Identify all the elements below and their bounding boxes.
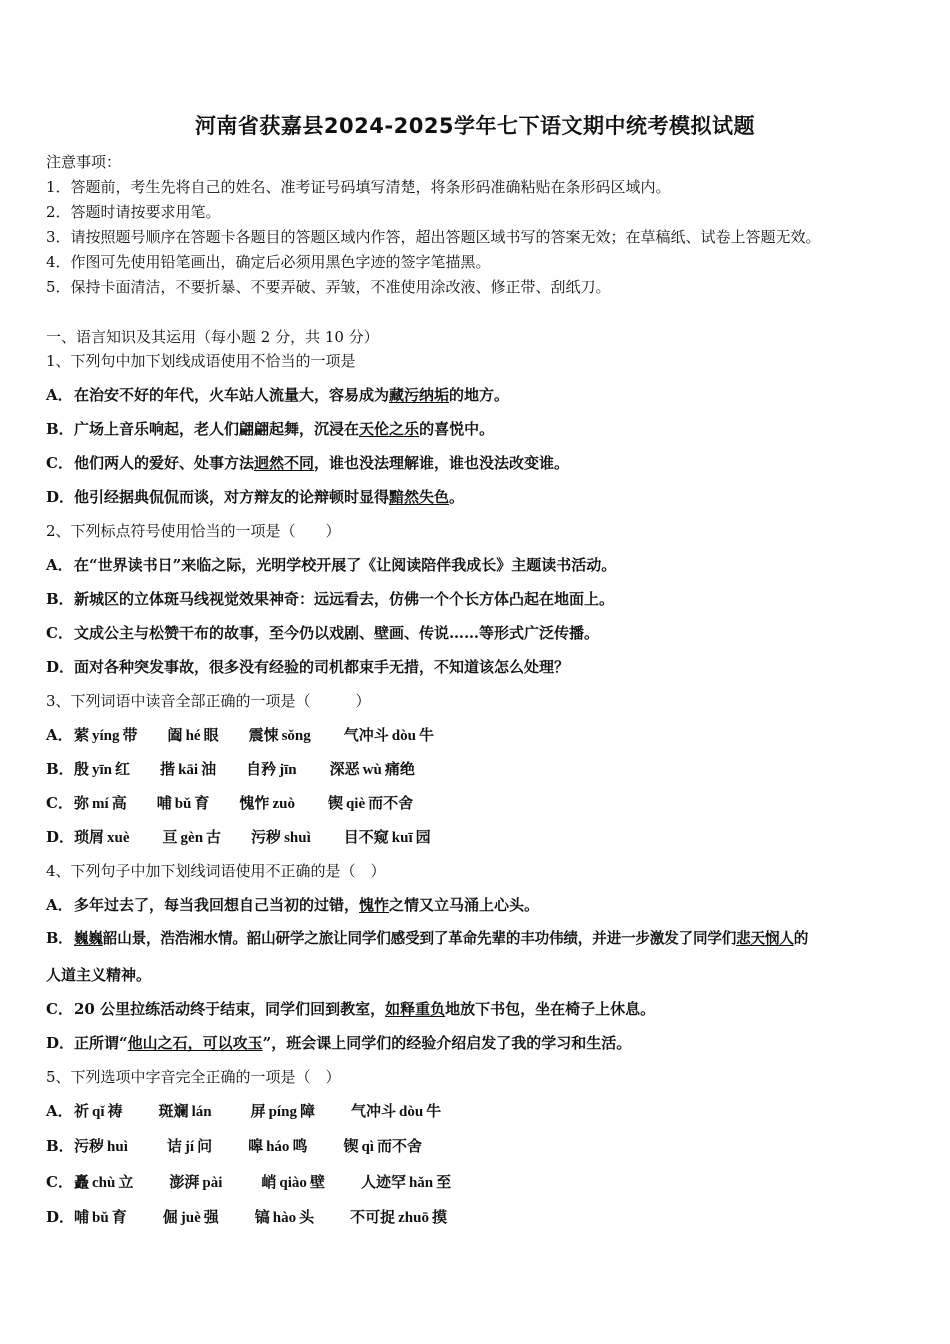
option-text: 文成公主与松赞干布的故事，至今仍以戏剧、壁画、传说……等形式广泛传播。 (74, 624, 600, 642)
option-text: 新城区的立体斑马线视觉效果神奇：远远看去，仿佛一个个长方体凸起在地面上。 (74, 590, 615, 608)
question-2-stem: 2、下列标点符号使用恰当的一项是（ ） (46, 522, 341, 540)
pinyin-word (251, 828, 314, 846)
q2-option-b (46, 589, 614, 609)
pinyin-reading: lán (191, 1104, 212, 1120)
option-label: C． (46, 454, 73, 472)
word-part: 阖 (167, 726, 183, 744)
notice-item: 4．作图可先使用铅笔画出，确定后必须用黑色字迹的签字笔描黑。 (46, 253, 491, 271)
q4-option-d (46, 1033, 631, 1053)
pinyin-reading: xuè (107, 830, 130, 846)
word-part: 鸣 (292, 1137, 308, 1155)
word-part: 深恶 (329, 760, 360, 778)
word-part: 育 (194, 794, 210, 812)
option-label: B． (46, 930, 73, 947)
q4-option-a (46, 895, 539, 915)
pinyin-word (361, 1173, 451, 1191)
pinyin-reading: jí (184, 1139, 195, 1155)
word-part: 自矜 (246, 760, 277, 778)
pinyin-reading: hǎn (408, 1175, 434, 1191)
word-part: 不可捉 (350, 1208, 396, 1226)
word-part: 牛 (418, 726, 434, 744)
option-text: 的喜悦中。 (419, 420, 495, 438)
pinyin-word (255, 1208, 314, 1226)
notice-item: 2．答题时请按要求用笔。 (46, 203, 221, 221)
pinyin-reading: wù (362, 762, 382, 778)
word-part: 问 (197, 1137, 213, 1155)
option-text: 起舞，沉浸在 (269, 420, 360, 438)
underlined-phrase: 如释重负 (385, 1000, 446, 1018)
option-label: B． (46, 590, 74, 608)
word-part: 哺 (156, 794, 172, 812)
pinyin-word (74, 760, 130, 778)
pinyin-word (167, 1137, 212, 1155)
option-text: 的 (793, 930, 809, 947)
word-part: 峭 (261, 1173, 277, 1191)
pinyin-reading: bǔ (174, 796, 192, 812)
pinyin-word (246, 760, 300, 778)
underlined-phrase: 悲天悯人 (736, 930, 794, 947)
word-part: 殷 (74, 760, 90, 778)
option-text: 韶山景，浩浩湘水情。韶山研学之旅让同学们感受到了革命先辈的丰功伟绩，并进一步激发了同学们 (102, 930, 737, 947)
word-part: 牛 (426, 1102, 442, 1120)
question-5-stem: 5、下列选项中字音完全正确的一项是（ ） (46, 1068, 341, 1086)
pinyin-reading: gèn (180, 830, 204, 846)
word-part: 立 (118, 1173, 134, 1191)
pinyin-reading: yīn (92, 762, 113, 778)
pinyin-word (74, 726, 138, 744)
q3-option-d (46, 827, 461, 848)
q2-option-d (46, 657, 569, 677)
word-part: 育 (111, 1208, 127, 1226)
word-part: 目不窥 (343, 828, 389, 846)
pinyin-reading: hé (185, 728, 201, 744)
q1-option-d (46, 487, 464, 507)
pinyin-word (74, 1102, 123, 1120)
word-part: 震悚 (248, 726, 279, 744)
pinyin-word (160, 760, 216, 778)
question-3-stem: 3、下列词语中读音全部正确的一项是（ ） (46, 692, 371, 710)
option-label: D． (46, 1034, 75, 1052)
pinyin-reading: mí (92, 796, 109, 812)
pinyin-word (344, 828, 431, 846)
pinyin-word (74, 828, 133, 846)
pinyin-word (159, 1102, 215, 1120)
underlined-phrase: 他山之石，可以攻玉 (127, 1034, 263, 1052)
option-label: B． (46, 420, 74, 438)
pinyin-reading: zhuō (398, 1210, 429, 1226)
pinyin-reading: dòu (391, 728, 416, 744)
q3-option-c (46, 793, 443, 814)
word-part: 斑斓 (158, 1102, 189, 1120)
pinyin-reading: yíng (92, 728, 120, 744)
q1-option-a (46, 385, 509, 405)
q2-option-c (46, 623, 599, 643)
pinyin-word (74, 794, 127, 812)
notice-item: 3．请按照题号顺序在答题卡各题目的答题区域内作答，超出答题区域书写的答案无效；在草稿纸、试卷上答题无效。 (46, 228, 821, 246)
option-label: A． (46, 1102, 73, 1120)
word-part: 摸 (431, 1208, 447, 1226)
option-text: ”，班会课上同学们的经验介绍启发了我的学习和生活。 (262, 1034, 632, 1052)
word-part: 而不舍 (376, 1137, 422, 1155)
option-text: 广场上音乐响起，老人们 (74, 420, 240, 438)
option-text: 的地方。 (449, 386, 510, 404)
word-part: 倔 (162, 1208, 178, 1226)
pinyin-reading: chù (92, 1175, 116, 1191)
word-part: 萦 (74, 726, 90, 744)
option-text: 20 公里拉练活动终于结束，同学们回到教室， (74, 1000, 386, 1018)
underlined-phrase: 藏污纳垢 (389, 386, 450, 404)
word-part: 屏 (250, 1102, 266, 1120)
word-part: 嗥 (248, 1137, 264, 1155)
pinyin-reading: zuò (272, 796, 295, 812)
underlined-phrase: 巍巍 (74, 930, 103, 947)
pinyin-reading: háo (266, 1139, 290, 1155)
word-part: 祷 (107, 1102, 123, 1120)
notice-item: 1．答题前，考生先将自己的姓名、准考证号码填写清楚，将条形码准确粘贴在条形码区域内。 (46, 178, 671, 196)
word-part: 祈 (74, 1102, 90, 1120)
page-title: 河南省获嘉县2024-2025学年七下语文期中统考模拟试题 (194, 114, 756, 138)
option-text: ，谁也没法理解谁，谁也没法改变谁。 (314, 454, 570, 472)
pinyin-word (163, 1208, 219, 1226)
option-label: D． (46, 828, 75, 846)
pinyin-reading: pài (202, 1175, 223, 1191)
option-label: D． (46, 488, 75, 506)
word-part: 气冲斗 (343, 726, 389, 744)
word-part: 人迹罕 (360, 1173, 406, 1191)
word-part: 强 (203, 1208, 219, 1226)
pinyin-word (74, 1208, 127, 1226)
word-part: 壁 (309, 1173, 325, 1191)
pinyin-word (328, 794, 413, 812)
word-part: 痛绝 (384, 760, 415, 778)
q5-option-a (46, 1101, 477, 1122)
pinyin-word (169, 1173, 225, 1191)
pinyin-word (251, 1102, 315, 1120)
underlined-phrase: 迥然不同 (254, 454, 315, 472)
pinyin-word (168, 726, 219, 744)
option-text: 在治安不好的年代，火车站人流量大，容易成为 (74, 386, 390, 404)
word-part: 弥 (74, 794, 90, 812)
pinyin-word (163, 828, 222, 846)
option-text: 面对各种突发事故，很多没有经验的司机都束手无措，不知道该怎么处理？ (74, 658, 570, 676)
word-part: 至 (436, 1173, 452, 1191)
option-label: B． (46, 760, 74, 778)
notice-item: 5．保持卡面清洁，不要折暴、不要弄破、弄皱，不准使用涂改液、修正带、刮纸刀。 (46, 278, 611, 296)
word-part: 高 (111, 794, 127, 812)
pinyin-reading: kuī (391, 830, 413, 846)
q5-option-d (46, 1207, 483, 1228)
word-part: 哺 (74, 1208, 90, 1226)
word-part: 诘 (166, 1137, 182, 1155)
option-label: D． (46, 1208, 75, 1226)
option-text: 多年过去了，每当我回想自己当初的过错， (74, 896, 360, 914)
q3-option-a (46, 725, 464, 746)
pinyin-reading: qiào (279, 1175, 307, 1191)
pinyin-word (239, 794, 298, 812)
word-part: 头 (299, 1208, 315, 1226)
option-label: A． (46, 386, 73, 404)
word-part: 障 (299, 1102, 315, 1120)
pinyin-word (351, 1102, 441, 1120)
option-label: C． (46, 624, 73, 642)
word-part: 气冲斗 (350, 1102, 396, 1120)
option-label: D． (46, 658, 75, 676)
word-part: 而不舍 (368, 794, 414, 812)
q4-option-b (46, 929, 808, 949)
q3-option-b (46, 759, 445, 780)
pinyin-reading: bǔ (92, 1210, 109, 1226)
pinyin-reading: hào (272, 1210, 297, 1226)
pinyin-word (248, 1137, 307, 1155)
word-part: 琐屑 (74, 828, 105, 846)
option-text: 地放下书包，坐在椅子上休息。 (445, 1000, 656, 1018)
word-part: 澎湃 (169, 1173, 200, 1191)
q2-option-a (46, 555, 616, 575)
word-part: 矗 (74, 1173, 90, 1191)
pinyin-reading: sǒng (281, 728, 311, 744)
q4-option-b-continued: 人道主义精神。 (46, 966, 152, 984)
word-part: 亘 (162, 828, 178, 846)
word-part: 古 (206, 828, 222, 846)
pinyin-word (350, 1208, 447, 1226)
notice-heading: 注意事项： (46, 153, 122, 171)
word-part: 愧怍 (239, 794, 270, 812)
pinyin-reading: qiè (345, 796, 366, 812)
option-text: 他引经据典侃侃而谈，对方辩友的论辩顿时显得 (74, 488, 390, 506)
pinyin-word (344, 726, 434, 744)
pinyin-reading: jīn (279, 762, 297, 778)
word-part: 眼 (203, 726, 219, 744)
word-part: 园 (415, 828, 431, 846)
pinyin-reading: píng (268, 1104, 297, 1120)
option-label: A． (46, 556, 73, 574)
q4-option-c (46, 999, 655, 1019)
q5-option-c (46, 1172, 487, 1193)
pinyin-reading: kāi (178, 762, 199, 778)
word-part: 污秽 (251, 828, 282, 846)
q1-option-b (46, 419, 494, 439)
pinyin-word (330, 760, 415, 778)
pinyin-reading: huì (107, 1139, 128, 1155)
option-text: 在“世界读书日”来临之际，光明学校开展了《让阅读陪伴我成长》主题读书活动。 (74, 556, 617, 574)
underlined-phrase: 天伦之乐 (359, 420, 420, 438)
word-part: 油 (201, 760, 217, 778)
word-part: 锲 (327, 794, 343, 812)
word-part: 锲 (343, 1137, 359, 1155)
pinyin-word (74, 1173, 133, 1191)
word-part: 红 (115, 760, 131, 778)
pinyin-reading: qì (361, 1139, 374, 1155)
q5-option-b (46, 1136, 458, 1157)
word-part: 带 (122, 726, 138, 744)
option-label: A． (46, 896, 73, 914)
option-label: C． (46, 1000, 73, 1018)
option-label: C． (46, 794, 73, 812)
option-label: A． (46, 726, 73, 744)
option-text: 翩翩 (239, 420, 270, 438)
option-text: 。 (449, 488, 465, 506)
q1-option-c (46, 453, 569, 473)
underlined-phrase: 愧怍 (359, 896, 390, 914)
pinyin-word (249, 726, 314, 744)
pinyin-word (157, 794, 210, 812)
underlined-phrase: 黯然失色 (389, 488, 450, 506)
word-part: 镐 (254, 1208, 270, 1226)
section-heading: 一、语言知识及其运用（每小题 2 分，共 10 分） (46, 328, 379, 346)
option-text: 他们两人的爱好、处事方法 (74, 454, 255, 472)
word-part: 污秽 (74, 1137, 105, 1155)
pinyin-word (261, 1173, 325, 1191)
pinyin-word (343, 1137, 422, 1155)
option-text: 之情又立马涌上心头。 (389, 896, 540, 914)
pinyin-reading: qǐ (92, 1104, 105, 1120)
pinyin-reading: shuì (284, 830, 311, 846)
question-1-stem: 1、下列句中加下划线成语使用不恰当的一项是 (46, 352, 356, 370)
option-label: C． (46, 1173, 73, 1191)
pinyin-reading: juè (180, 1210, 201, 1226)
pinyin-word (74, 1137, 131, 1155)
option-text: 正所谓“ (74, 1034, 128, 1052)
pinyin-reading: dòu (398, 1104, 424, 1120)
option-label: B． (46, 1137, 74, 1155)
question-4-stem: 4、下列句子中加下划线词语使用不正确的是（ ） (46, 862, 386, 880)
word-part: 揩 (160, 760, 176, 778)
